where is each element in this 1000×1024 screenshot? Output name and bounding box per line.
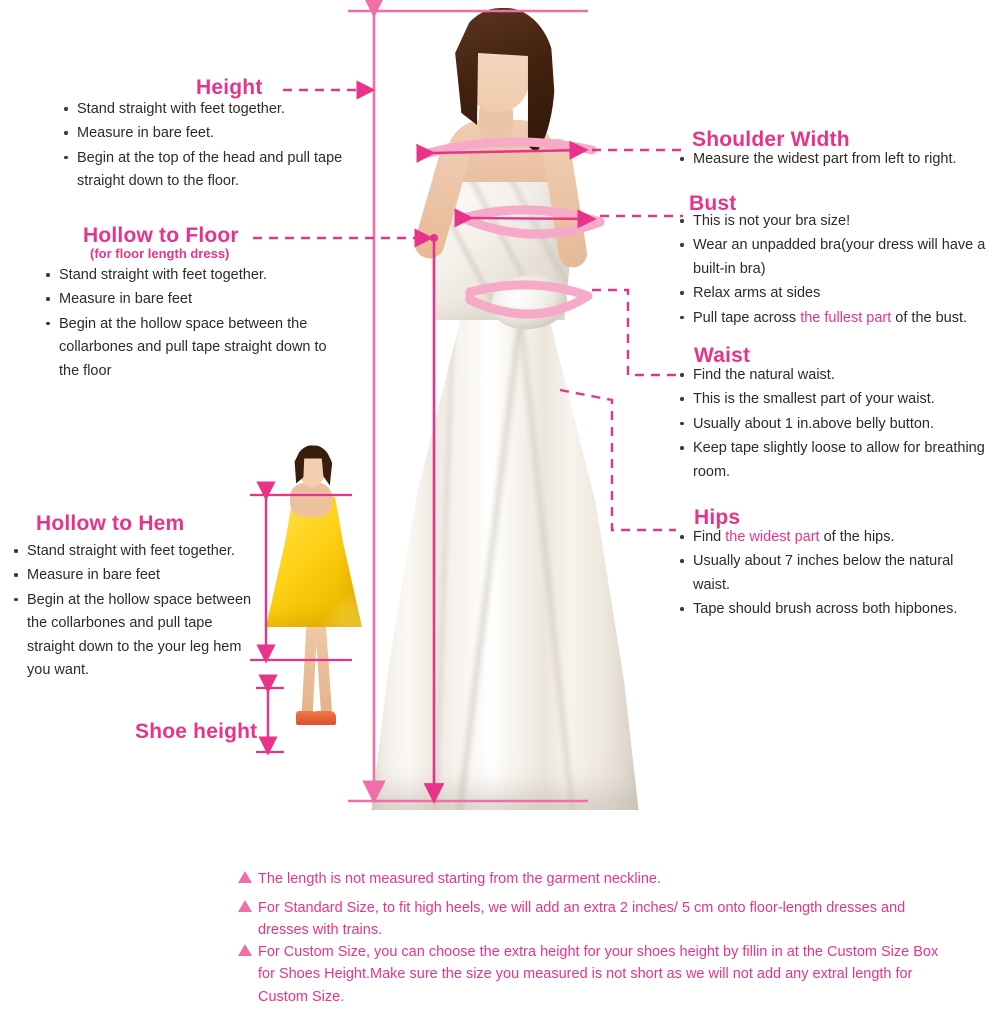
list-item: Relax arms at sides xyxy=(678,282,998,305)
list-item: Measure in bare feet xyxy=(12,564,262,587)
hollow-to-floor-bullets xyxy=(44,264,344,384)
list-item: Find the natural waist. xyxy=(678,364,988,387)
warning-triangle-icon xyxy=(238,871,252,883)
list-item-hips-widest xyxy=(678,526,988,549)
list-item: Stand straight with feet together. xyxy=(12,540,262,563)
list-item: Usually about 1 in.above belly button. xyxy=(678,413,988,436)
list-item-bust-fullest xyxy=(678,307,998,330)
footer-note-2: For Standard Size, to fit high heels, we will add an extra 2 inches/ 5 cm onto floor-length dresses and dresses with trains. xyxy=(258,900,906,939)
hips-widest-highlight: the widest part xyxy=(725,529,820,545)
list-item: Stand straight with feet together. xyxy=(44,264,344,287)
bust-heading: Bust xyxy=(689,192,737,215)
waist-band xyxy=(470,285,588,314)
height-bullets xyxy=(62,98,352,195)
hollow-to-floor-subheading: (for floor length dress) xyxy=(90,246,230,261)
list-item: Wear an unpadded bra(your dress will have a built-in bra) xyxy=(678,234,998,281)
list-item: Begin at the hollow space between the collarbones and pull tape straight down to the your leg hem you want. xyxy=(12,589,262,683)
bust-fullest-after: of the bust. xyxy=(891,309,968,326)
list-item: Begin at the top of the head and pull tape straight down to the floor. xyxy=(62,147,352,194)
list-item: Stand straight with feet together. xyxy=(62,98,352,121)
bust-fullest-highlight: the fullest part xyxy=(800,309,892,326)
list-item: Measure in bare feet xyxy=(44,288,344,311)
warning-triangle-icon xyxy=(238,900,252,912)
hips-widest-after: of the hips. xyxy=(819,529,895,545)
list-item: Measure the widest part from left to right. xyxy=(678,148,998,171)
bust-band xyxy=(463,210,600,234)
bust-arrow xyxy=(470,218,593,219)
list-item: Begin at the hollow space between the collarbones and pull tape straight down to the floor xyxy=(44,313,344,383)
height-heading: Height xyxy=(196,76,263,99)
bust-fullest-before: Pull tape across xyxy=(693,309,801,326)
hollow-to-hem-heading: Hollow to Hem xyxy=(36,512,185,535)
hips-leader xyxy=(560,390,676,530)
waist-bullets xyxy=(678,364,988,485)
hollow-to-hem-bullets xyxy=(12,540,262,684)
hips-heading: Hips xyxy=(694,506,741,529)
warning-triangle-icon xyxy=(238,944,252,956)
hips-bullets xyxy=(678,526,988,623)
footer-note-1: The length is not measured starting from the garment neckline. xyxy=(258,871,661,887)
shoulder-width-bullets xyxy=(678,148,998,172)
list-item: Usually about 7 inches below the natural waist. xyxy=(678,550,988,597)
list-item: Keep tape slightly loose to allow for breathing room. xyxy=(678,437,988,484)
footer-note-3: For Custom Size, you can choose the extra height for your shoes height by fillin in at the Custom Size Box for Shoes Height.Make sure the size you measured is not short as we will not add any extral length for Custom Size. xyxy=(258,944,939,1005)
waist-heading: Waist xyxy=(694,344,751,367)
bust-bullets xyxy=(678,210,998,331)
hollow-to-floor-heading: Hollow to Floor xyxy=(83,224,239,247)
shoe-height-heading: Shoe height xyxy=(135,720,258,743)
list-item: This is the smallest part of your waist. xyxy=(678,388,988,411)
hollow-point-marker xyxy=(430,234,438,242)
hips-widest-before: Find xyxy=(693,529,726,545)
list-item: Measure in bare feet. xyxy=(62,122,352,145)
list-item: Tape should brush across both hipbones. xyxy=(678,598,988,621)
shoulder-width-heading: Shoulder Width xyxy=(692,128,850,151)
list-item: This is not your bra size! xyxy=(678,210,998,233)
waist-leader xyxy=(592,290,676,375)
